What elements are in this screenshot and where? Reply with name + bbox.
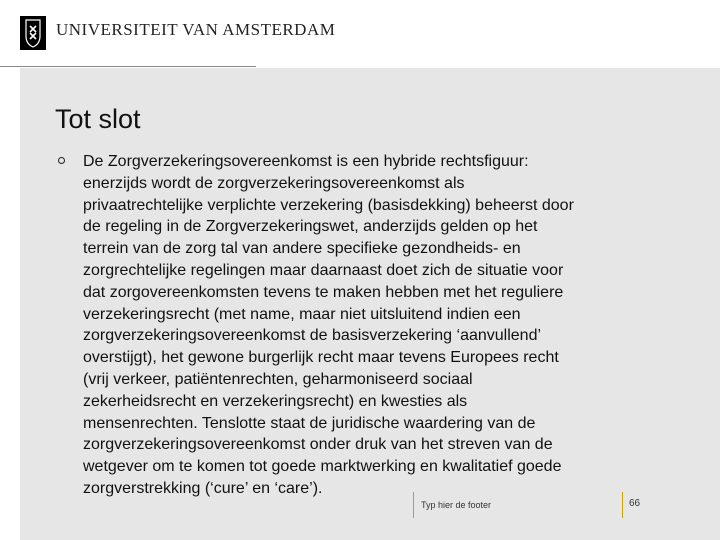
coat-of-arms-icon [20,16,46,50]
university-logo [20,16,46,50]
header-divider [0,66,256,67]
bullet-text: De Zorgverzekeringsovereenkomst is een hybride rechtsfiguur: enerzijds wordt de zorgverzekeringsovereenkomst als privaatrechtelijke verplichte verzekering (basisdekking) beheerst door de regeling in de Zorgverzekeringswet, anderzijds gelden op het terrein van de zorg tal van andere specifieke gezondheids- en zorgrechtelijke regelingen maar daarnaast doet zich de situatie voor dat zorgovereenkomsten tevens te maken hebben met het reguliere verzekeringsrecht (met name, maar niet uitsluitend indien een zorgverzekeringsovereenkomst de basisverzekering ‘aanvullend’ overstijgt), het gewone burgerlijk recht maar tevens Europees recht (vrij verkeer, patiëntenrechten, geharmoniseerd sociaal zekerheidsrecht en verzekeringsrecht) en kwesties als mensenrechten. Tenslotte staat de juridische waardering van de zorgverzekeringsovereenkomst onder druk van het streven van de wetgever om te komen tot goede marktwerking en kwalitatief goede zorgverstrekking (‘cure’ en ‘care’). [83,153,574,497]
bullet-icon [58,157,65,164]
page-number: 66 [629,498,641,509]
footer-divider-right [622,492,623,518]
footer-divider-left [413,492,414,518]
footer-text: Typ hier de footer [421,500,492,510]
slide-title: Tot slot [55,104,141,134]
university-name: UNIVERSITEIT VAN AMSTERDAM [56,20,336,39]
header [0,0,720,68]
